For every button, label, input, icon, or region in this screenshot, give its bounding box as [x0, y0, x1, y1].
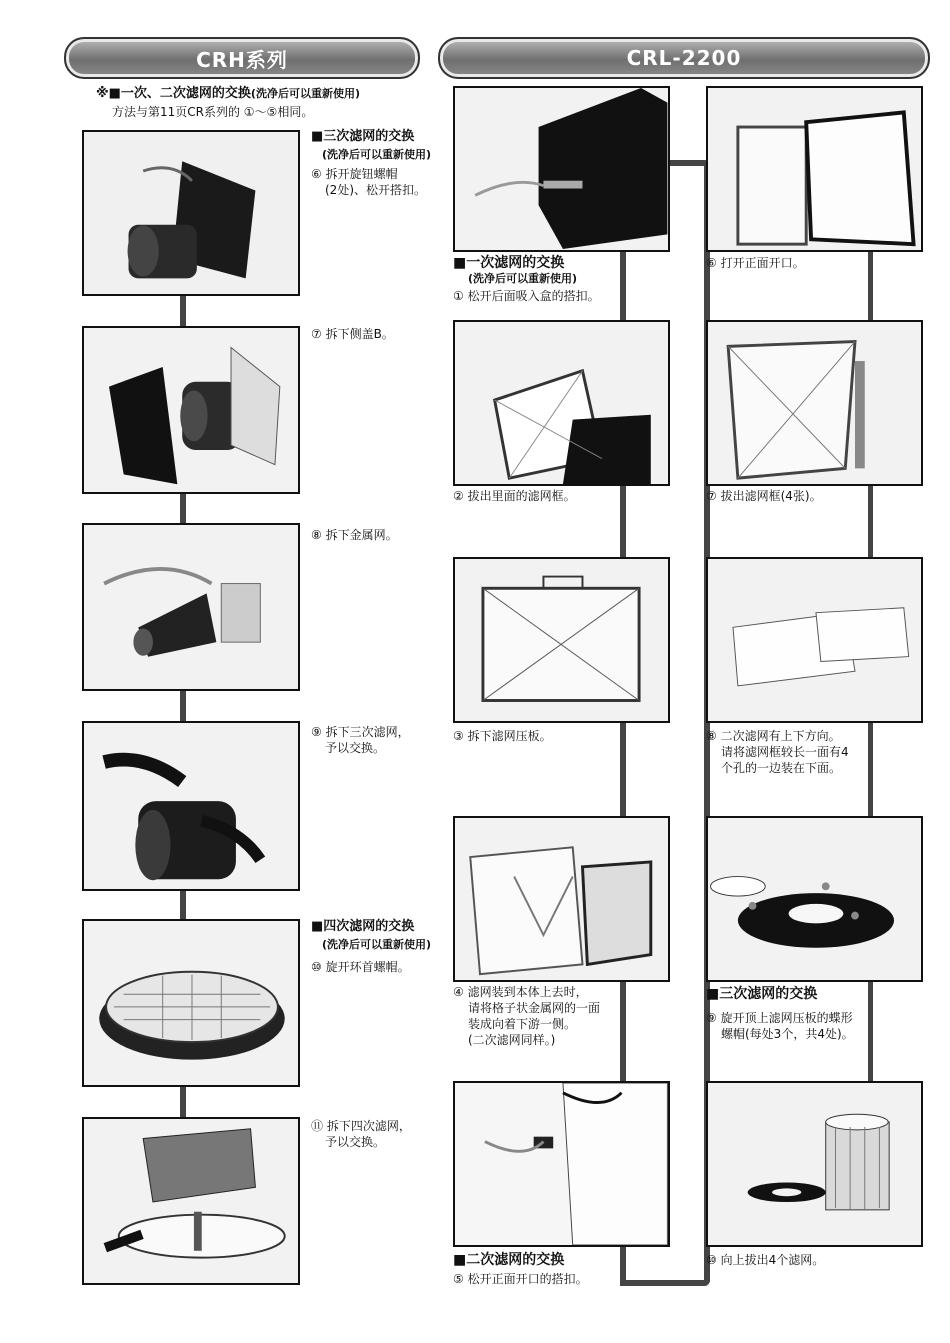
right-step8-line3: 个孔的一边装在下面。 [721, 761, 842, 775]
right-step2: ② 拔出里面的滤网框。 [453, 489, 576, 503]
right-photo-step9 [706, 816, 923, 982]
left-photo-step8 [82, 523, 300, 691]
right-step5: ⑤ 松开正面开口的搭扣。 [453, 1272, 588, 1286]
left-step6-line2: (2处)、松开搭扣。 [325, 183, 426, 197]
right-step1: ① 松开后面吸入盒的搭扣。 [453, 289, 600, 303]
left-photo-step11 [82, 1117, 300, 1285]
left-step6-line1: ⑥ 拆开旋钮螺帽 [311, 167, 398, 181]
right-photo-step10 [706, 1081, 923, 1247]
left-photo-step6 [82, 130, 300, 296]
header-crl-2200 [438, 37, 930, 79]
right-photo-step3 [453, 557, 670, 723]
left-step11-line1: ⑪ 拆下四次滤网， [311, 1119, 411, 1133]
left-section4-note: (洗净后可以重新使用) [322, 938, 432, 951]
right-step7: ⑦ 拔出滤网框(4张)。 [706, 489, 822, 503]
right-step8-line1: ⑧ 二次滤网有上下方向。 [706, 729, 841, 743]
right-step8-line2: 请将滤网框较长一面有4 [721, 745, 849, 759]
right-photo-step6 [706, 86, 923, 252]
right-section3-title: ■三次滤网的交换 [706, 986, 818, 1002]
left-section4-title: ■四次滤网的交换 [311, 919, 415, 934]
right-section2-title: ■二次滤网的交换 [453, 1252, 565, 1268]
left-section3-title: ■三次滤网的交换 [311, 129, 415, 144]
header-crh-series [64, 37, 420, 79]
right-step10: ⑩ 向上拔出4个滤网。 [706, 1253, 825, 1267]
right-step6: ⑥ 打开正面开口。 [706, 256, 805, 270]
left-intro-line: 方法与第11页CR系列的 ①～⑤相同。 [112, 105, 314, 119]
header-crl-label: CRL-2200 [626, 46, 742, 70]
header-crh-label: CRH系列 [196, 47, 288, 72]
right-photo-step5 [453, 1081, 670, 1247]
right-step4-line2: 请将格子状金属网的一面 [468, 1001, 601, 1015]
right-photo-step1 [453, 86, 670, 252]
left-photo-step10 [82, 919, 300, 1087]
left-step9-line1: ⑨ 拆下三次滤网， [311, 725, 410, 739]
right-photo-step4 [453, 816, 670, 982]
right-step3: ③ 拆下滤网压板。 [453, 729, 552, 743]
left-step10: ⑩ 旋开环首螺帽。 [311, 960, 410, 974]
left-step9-line2: 予以交换。 [325, 741, 386, 755]
left-step8: ⑧ 拆下金属网。 [311, 528, 398, 542]
right-step4-line3: 装成向着下游一侧。 [468, 1017, 577, 1031]
left-section3-note: (洗净后可以重新使用) [322, 148, 432, 161]
right-step4-line1: ④ 滤网装到本体上去时， [453, 985, 588, 999]
right-section1-note: (洗净后可以重新使用) [468, 272, 578, 285]
right-step9-line1: ⑨ 旋开顶上滤网压板的蝶形 [706, 1011, 853, 1025]
right-photo-step2 [453, 320, 670, 486]
left-photo-step9 [82, 721, 300, 891]
right-step9-line2: 螺帽(每处3个，共4处)。 [721, 1027, 854, 1041]
right-section1-title: ■一次滤网的交换 [453, 255, 565, 271]
right-photo-step8 [706, 557, 923, 723]
left-intro-title: ※■一次、二次滤网的交换(洗净后可以重新使用) [96, 86, 360, 101]
right-step4-line4: (二次滤网同样。) [468, 1033, 556, 1047]
left-photo-step7 [82, 326, 300, 494]
left-step7: ⑦ 拆下侧盖B。 [311, 327, 394, 341]
left-step11-line2: 予以交换。 [325, 1135, 386, 1149]
right-photo-step7 [706, 320, 923, 486]
